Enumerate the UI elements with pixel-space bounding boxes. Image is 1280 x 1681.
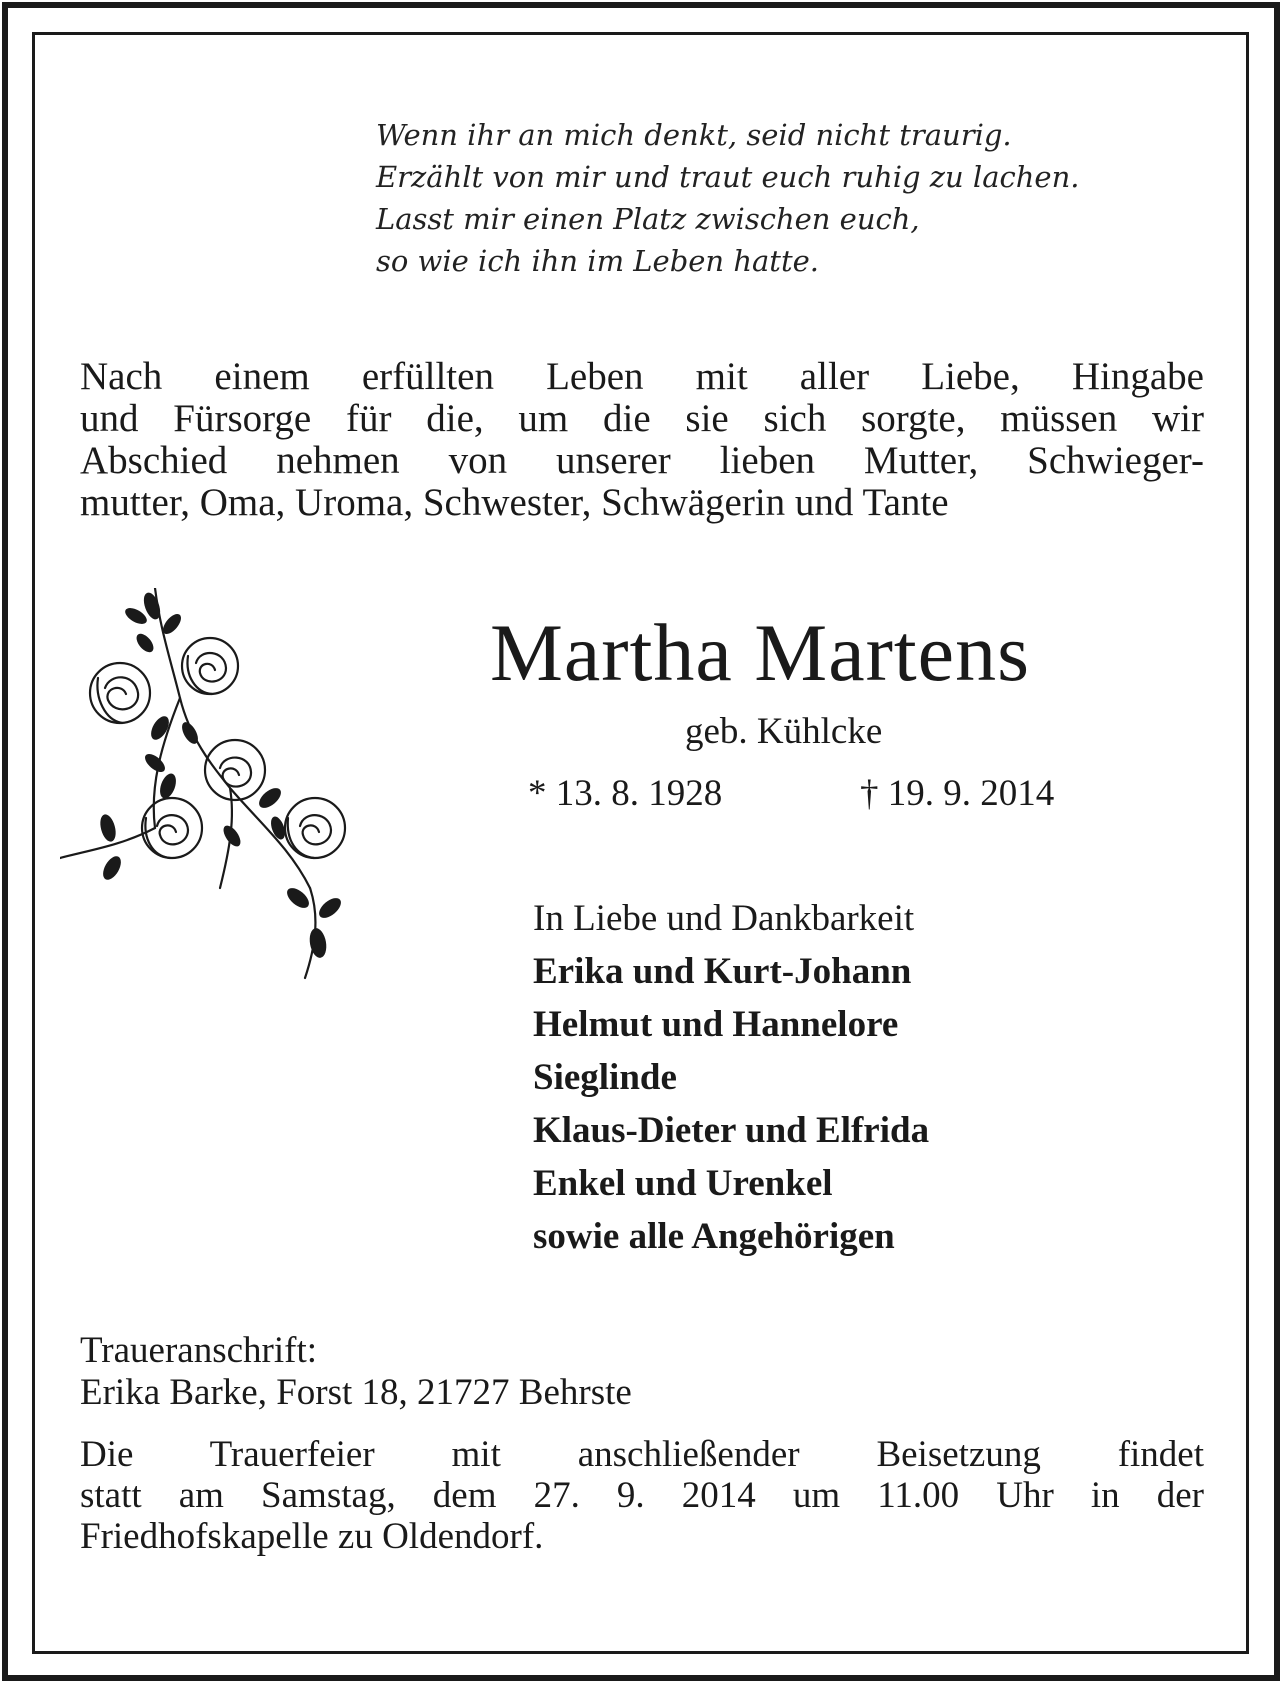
poem-line: Wenn ihr an mich denkt, seid nicht traurig. xyxy=(376,118,1012,152)
mourner-name: Sieglinde xyxy=(533,1057,677,1098)
mourner-name: Helmut und Hannelore xyxy=(533,1004,899,1045)
address-label: Traueranschrift: xyxy=(80,1330,318,1371)
mourner-name: Klaus-Dieter und Elfrida xyxy=(533,1110,930,1151)
death-date: † 19. 9. 2014 xyxy=(860,773,1055,814)
poem-line: Erzählt von mir und traut euch ruhig zu lachen. xyxy=(376,160,1080,194)
service-line: Die Trauerfeier mit anschließender Beisetzung findet xyxy=(80,1434,1204,1475)
intro-line: und Fürsorge für die, um die sie sich sorgte, müssen wir xyxy=(80,397,1204,440)
maiden-name: geb. Kühlcke xyxy=(685,711,883,752)
deceased-name: Martha Martens xyxy=(490,607,1030,698)
mourner-name: Erika und Kurt-Johann xyxy=(533,951,912,992)
poem-line: Lasst mir einen Platz zwischen euch, xyxy=(376,202,920,236)
intro-paragraph xyxy=(80,356,1204,524)
poem-line: so wie ich ihn im Leben hatte. xyxy=(376,244,819,278)
intro-line: Abschied nehmen von unserer lieben Mutter, Schwieger- xyxy=(80,439,1204,482)
mourning-address xyxy=(80,1330,632,1414)
mourners-heading: In Liebe und Dankbarkeit xyxy=(533,898,915,939)
intro-line: Nach einem erfüllten Leben mit aller Liebe, Hingabe xyxy=(80,355,1204,398)
intro-line: mutter, Oma, Uroma, Schwester, Schwägerin und Tante xyxy=(80,481,949,524)
rose-branch-icon xyxy=(60,588,380,988)
mourner-name: Enkel und Urenkel xyxy=(533,1163,833,1204)
mourners-block xyxy=(533,892,929,1263)
birth-date: * 13. 8. 1928 xyxy=(528,773,723,814)
funeral-service-notice xyxy=(80,1434,1204,1557)
service-line: Friedhofskapelle zu Oldendorf. xyxy=(80,1516,544,1557)
mourner-name: sowie alle Angehörigen xyxy=(533,1216,895,1257)
address-value: Erika Barke, Forst 18, 21727 Behrste xyxy=(80,1372,632,1413)
service-line: statt am Samstag, dem 27. 9. 2014 um 11.00 Uhr in der xyxy=(80,1475,1204,1516)
poem xyxy=(376,114,1079,282)
